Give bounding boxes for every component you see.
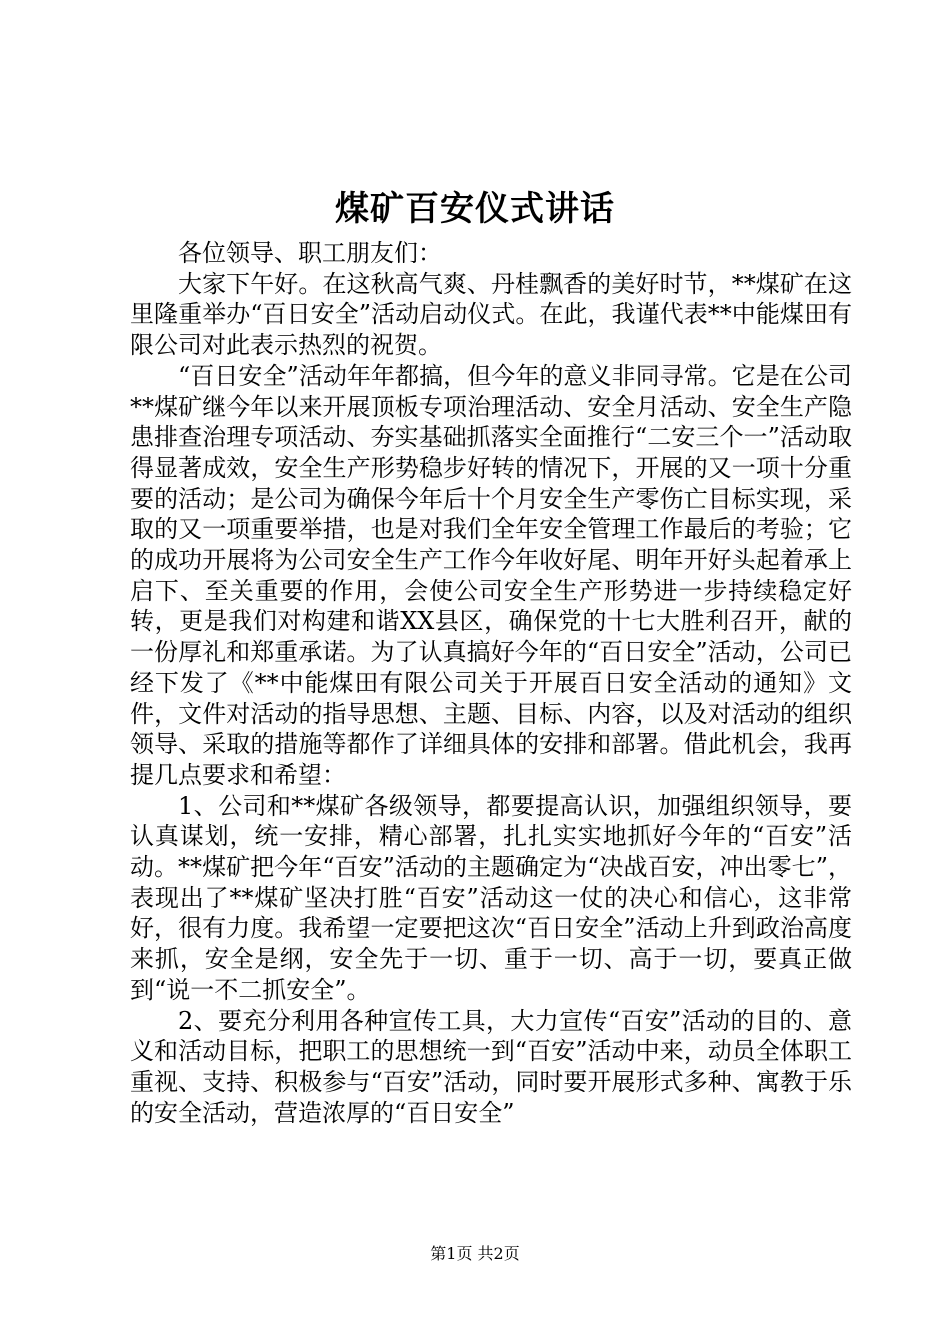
document-body xyxy=(130,238,852,1128)
page-footer: 第1页 共2页 xyxy=(430,1244,520,1263)
paragraph-2: “百日安全”活动年年都搞，但今年的意义非同寻常。它是在公司**煤矿继今年以来开展顶板专项治理活动、安全月活动、安全生产隐患排查治理专项活动、夯实基础抓落实全面推行“二安三个一”活动取得显著成效，安全生产形势稳步好转的情况下，开展的又一项十分重要的活动；是公司为确保今年后十个月安全生产零伤亡目标实现，采取的又一项重要举措，也是对我们全年安全管理工作最后的考验；它的成功开展将为公司安全生产工作今年收好尾、明年开好头起着承上启下、至关重要的作用，会使公司安全生产形势进一步持续稳定好转，更是我们对构建和谐XX县区，确保党的十七大胜利召开，献的一份厚礼和郑重承诺。为了认真搞好今年的“百日安全”活动，公司已经下发了《**中能煤田有限公司关于开展百日安全活动的通知》文件，文件对活动的指导思想、主题、目标、内容，以及对活动的组织领导、采取的措施等都作了详细具体的安排和部署。借此机会，我再提几点要求和希望： xyxy=(130,361,852,789)
paragraph-1: 大家下午好。在这秋高气爽、丹桂飘香的美好时节，**煤矿在这里隆重举办“百日安全”活动启动仪式。在此，我谨代表**中能煤田有限公司对此表示热烈的祝贺。 xyxy=(130,269,852,360)
paragraph-4: 2、要充分利用各种宣传工具，大力宣传“百安”活动的目的、意义和活动目标，把职工的思想统一到“百安”活动中来，动员全体职工重视、支持、积极参与“百安”活动，同时要开展形式多种、寓教于乐的安全活动，营造浓厚的“百日安全” xyxy=(130,1006,852,1127)
salutation: 各位领导、职工朋友们： xyxy=(178,239,442,267)
document-title: 煤矿百安仪式讲话 xyxy=(335,189,615,229)
paragraph-3: 1、公司和**煤矿各级领导，都要提高认识，加强组织领导，要认真谋划，统一安排，精心部署，扎扎实实地抓好今年的“百安”活动。**煤矿把今年“百安”活动的主题确定为“决战百安，冲出零七”，表现出了**煤矿坚决打胜“百安”活动这一仗的决心和信心，这非常好，很有力度。我希望一定要把这次“百日安全”活动上升到政治高度来抓，安全是纲，安全先于一切、重于一切、高于一切，要真正做到“说一不二抓安全”。 xyxy=(130,791,852,1004)
